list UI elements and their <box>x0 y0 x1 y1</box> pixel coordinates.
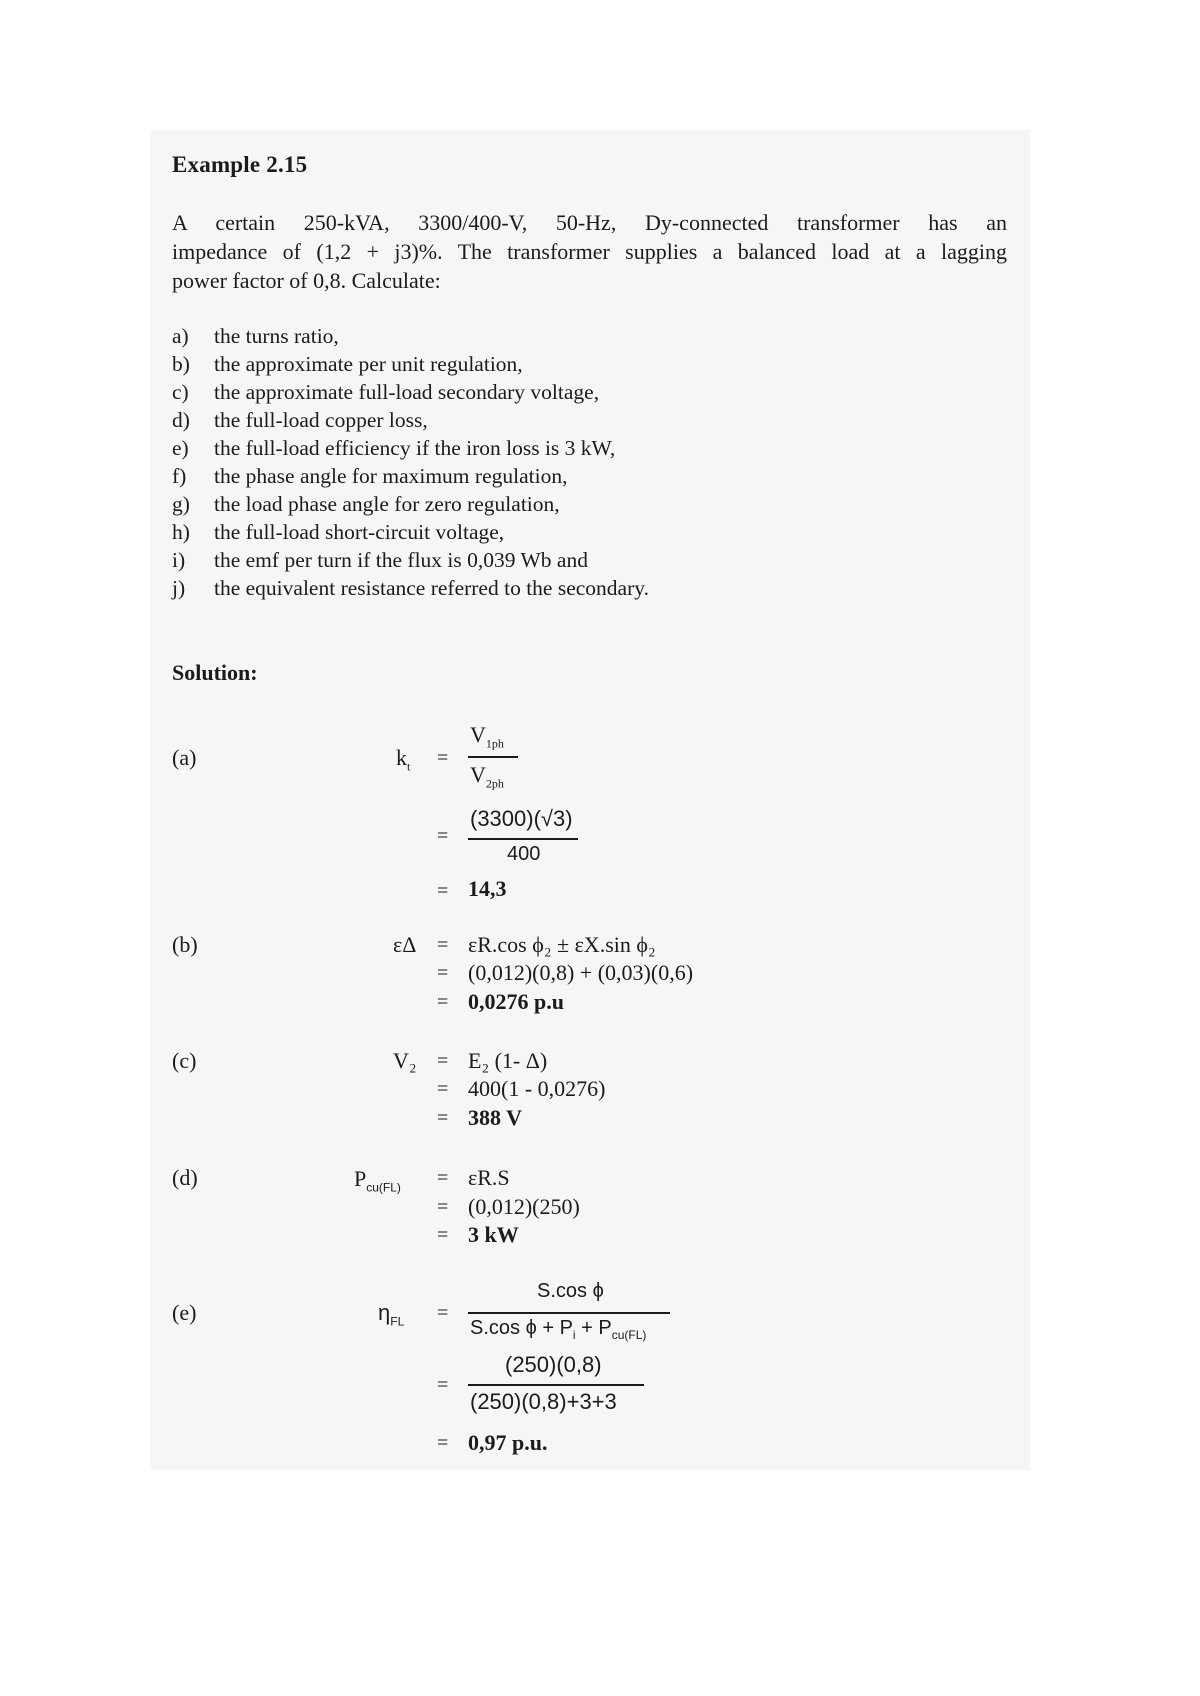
part-e-label: (e) <box>172 1300 197 1325</box>
question-text: the turns ratio, <box>214 324 339 348</box>
equals-sign: = <box>437 1374 449 1396</box>
denominator-text: S.cos ϕ + P <box>470 1317 573 1339</box>
equals-sign: = <box>437 880 449 902</box>
denominator-text: + P <box>575 1317 612 1339</box>
denominator-subscript: i <box>572 1328 576 1342</box>
equals-sign: = <box>437 1432 449 1454</box>
part-e-numerator-2: (250)(0,8) <box>505 1352 602 1377</box>
problem-line: impedance of (1,2 + j3)%. The transformer supplies a balanced load at a lagging <box>172 239 1007 264</box>
lhs-subscript: t <box>407 759 411 774</box>
part-c-lhs: V₂ <box>393 1048 417 1073</box>
part-e-result: 0,97 p.u. <box>468 1430 548 1455</box>
part-a-lhs <box>396 745 410 774</box>
question-label: c) <box>172 380 189 404</box>
question-item <box>172 378 649 406</box>
part-b-line-2: (0,012)(0,8) + (0,03)(0,6) <box>468 960 694 985</box>
part-a-numerator-2: (3300)(√3) <box>470 806 573 831</box>
question-text: the full-load short-circuit voltage, <box>214 520 505 544</box>
question-text: the phase angle for maximum regulation, <box>214 464 568 488</box>
equals-sign: = <box>437 1196 449 1218</box>
part-e-denominator-1 <box>470 1317 646 1342</box>
part-d-line-2: (0,012)(250) <box>468 1194 580 1219</box>
part-d-result: 3 kW <box>468 1222 519 1247</box>
question-item <box>172 350 649 378</box>
denominator-symbol: V <box>470 762 486 787</box>
example-title: Example 2.15 <box>172 152 308 177</box>
equals-sign: = <box>437 934 449 956</box>
question-item <box>172 322 649 350</box>
question-text: the load phase angle for zero regulation, <box>214 492 560 516</box>
lhs-subscript: cu(FL) <box>366 1180 401 1195</box>
part-c-result: 388 V <box>468 1105 522 1130</box>
lhs-subscript: FL <box>390 1314 405 1329</box>
question-text: the equivalent resistance referred to the secondary. <box>214 576 649 600</box>
denominator-subscript: cu(FL) <box>611 1328 647 1342</box>
question-label: j) <box>172 576 186 600</box>
part-d-label: (d) <box>172 1165 198 1190</box>
denominator-subscript: 2ph <box>485 776 504 791</box>
question-label: d) <box>172 408 190 432</box>
question-label: g) <box>172 492 190 516</box>
question-text: the full-load efficiency if the iron loss is 3 kW, <box>214 436 616 460</box>
lhs-symbol: k <box>396 745 407 770</box>
part-a-denominator-2: 400 <box>507 843 541 865</box>
fraction-bar <box>468 838 578 840</box>
equals-sign: = <box>437 1078 449 1100</box>
part-a-numerator <box>470 722 504 751</box>
question-item <box>172 546 649 574</box>
question-label: h) <box>172 520 190 544</box>
question-item <box>172 406 649 434</box>
question-label: e) <box>172 436 189 460</box>
fraction-bar <box>468 1384 644 1386</box>
equals-sign: = <box>437 1050 449 1072</box>
equals-sign: = <box>437 1224 449 1246</box>
equals-sign: = <box>437 747 449 769</box>
question-item <box>172 434 649 462</box>
question-item <box>172 518 649 546</box>
part-e-numerator-1: S.cos ϕ <box>537 1280 604 1302</box>
part-c-label: (c) <box>172 1048 197 1073</box>
equals-sign: = <box>437 962 449 984</box>
lhs-symbol: P <box>354 1166 367 1191</box>
part-a-result: 14,3 <box>468 876 507 901</box>
question-item <box>172 490 649 518</box>
part-b-result: 0,0276 p.u <box>468 989 564 1014</box>
part-a-label: (a) <box>172 745 197 770</box>
part-d-lhs <box>354 1166 401 1194</box>
equals-sign: = <box>437 991 449 1013</box>
question-list <box>172 322 649 602</box>
fraction-bar <box>468 1312 670 1314</box>
part-b-lhs: εΔ <box>393 932 417 957</box>
question-label: a) <box>172 324 189 348</box>
part-b-line-1: εR.cos ϕ₂ ± εX.sin ϕ₂ <box>468 932 656 957</box>
part-e-denominator-2: (250)(0,8)+3+3 <box>470 1389 617 1414</box>
lhs-symbol: η <box>378 1300 391 1325</box>
equals-sign: = <box>437 825 449 847</box>
question-text: the full-load copper loss, <box>214 408 428 432</box>
equals-sign: = <box>437 1107 449 1129</box>
numerator-subscript: 1ph <box>485 736 504 751</box>
question-item <box>172 574 649 602</box>
problem-line: power factor of 0,8. Calculate: <box>172 268 441 293</box>
part-c-line-2: 400(1 - 0,0276) <box>468 1076 606 1101</box>
question-label: b) <box>172 352 190 376</box>
numerator-symbol: V <box>470 722 486 747</box>
part-e-lhs <box>378 1300 404 1328</box>
part-d-line-1: εR.S <box>468 1165 510 1190</box>
question-text: the approximate per unit regulation, <box>214 352 523 376</box>
part-a-denominator <box>470 762 504 791</box>
question-text: the approximate full-load secondary voltage, <box>214 380 600 404</box>
problem-line: A certain 250-kVA, 3300/400-V, 50-Hz, Dy-connected transformer has an <box>172 210 1007 235</box>
solution-heading: Solution: <box>172 660 258 685</box>
question-item <box>172 462 649 490</box>
question-text: the emf per turn if the flux is 0,039 Wb and <box>214 548 588 572</box>
equals-sign: = <box>437 1167 449 1189</box>
question-label: f) <box>172 464 187 488</box>
part-b-label: (b) <box>172 932 198 957</box>
fraction-bar <box>468 756 518 758</box>
part-c-line-1: E₂ (1- Δ) <box>468 1048 548 1073</box>
problem-statement <box>172 208 1007 295</box>
equals-sign: = <box>437 1302 449 1324</box>
question-label: i) <box>172 548 186 572</box>
